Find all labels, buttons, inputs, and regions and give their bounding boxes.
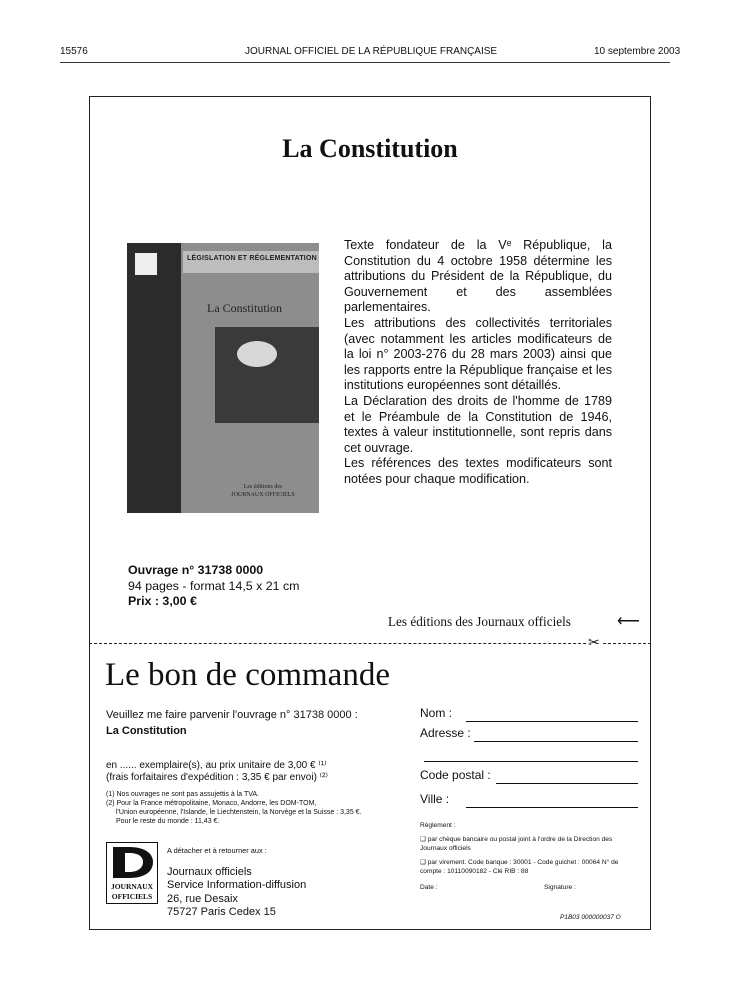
description-paragraph: Les références des textes modificateurs sont notées pour chaque modification. [344, 456, 612, 486]
book-reference [128, 563, 300, 610]
code-postal-label: Code postal : [420, 768, 491, 782]
cover-banner-text: LÉGISLATION ET RÉGLEMENTATION [187, 255, 317, 262]
payment-cheque-option[interactable]: ❑ par chèque bancaire ou postal joint à l'ordre de la Direction des Journaux officiels [420, 836, 613, 852]
logo-mark-icon [107, 843, 157, 881]
description-paragraph: La Déclaration des droits de l'homme de 1789 et le Préambule de la Constitution de 1946, textes à valeur institutionnelle, sont repris dans cet ouvrage. [344, 393, 612, 455]
return-address [167, 844, 306, 920]
footnote: l'Union européenne, l'Islande, le Liechtenstein, la Norvège et la Suisse : 3,35 €. [116, 809, 362, 816]
address-line: 26, rue Desaix [167, 892, 238, 905]
issue-date: 10 septembre 2003 [594, 46, 681, 57]
shipping-line: (frais forfaitaires d'expédition : 3,35 € par envoi) ⁽²⁾ [106, 772, 328, 783]
scissors-icon: ✂ [588, 634, 600, 650]
order-form-title: Le bon de commande [105, 657, 390, 693]
quantity-line: en ...... exemplaire(s), au prix unitaire de 3,00 € ⁽¹⁾ [106, 760, 327, 771]
cover-title: La Constitution [207, 301, 282, 315]
address-line: Service Information-diffusion [167, 879, 307, 891]
date-label: Date : [420, 884, 438, 892]
ouvrage-number: Ouvrage n° 31738 0000 [128, 563, 264, 577]
code-postal-field[interactable] [420, 768, 640, 788]
nom-field[interactable] [420, 706, 640, 726]
nom-label: Nom : [420, 706, 453, 720]
ville-label: Ville : [420, 792, 450, 806]
cover-publisher-line2: JOURNAUX OFFICIELS [231, 492, 295, 498]
adresse-field[interactable] [420, 726, 640, 746]
description-paragraph: Texte fondateur de la Vᵉ République, la Constitution du 4 octobre 1958 détermine les attributions du Président de la République, du Gouvernement et des assemblées parlementaires. [344, 238, 612, 315]
book-format: 94 pages - format 14,5 x 21 cm [128, 578, 300, 593]
book-price: Prix : 3,00 € [128, 594, 197, 608]
reglement-label: Règlement : [420, 822, 456, 829]
footnote: (2) Pour la France métropolitaine, Monaco, Andorre, les DOM-TOM, [106, 800, 317, 807]
footnote: Pour le reste du monde : 11,43 €. [116, 818, 220, 825]
ville-field[interactable] [420, 792, 640, 812]
order-request: Veuillez me faire parvenir l'ouvrage n° 31738 0000 : [106, 709, 358, 721]
publisher-signature: Les éditions des Journaux officiels [388, 614, 571, 629]
form-code: P1B03 000000037 O [560, 914, 621, 921]
book-description [344, 238, 612, 488]
signature-label: Signature : [544, 884, 576, 892]
logo-text: JOURNAUX [110, 882, 154, 891]
customer-fields [420, 706, 640, 894]
ad-title: La Constitution [282, 134, 458, 163]
adresse-line-2[interactable] [420, 746, 640, 766]
cut-line [89, 643, 651, 644]
order-book-title: La Constitution [106, 725, 187, 737]
logo-text: OFFICIELS [111, 892, 153, 901]
payment-virement-option[interactable]: ❑ par virement. Code banque : 30001 - Code guichet : 00064 N° de compte : 10110090182 - Clé RIB : 88 [420, 859, 619, 875]
address-line: Journaux officiels [167, 865, 252, 878]
cover-publisher-line1: Les éditions des [243, 484, 283, 490]
order-details [106, 708, 406, 826]
detach-note: A détacher et à retourner aux : [167, 846, 267, 855]
address-line: 75727 Paris Cedex 15 [167, 906, 276, 918]
header-rule [60, 62, 670, 63]
description-paragraph: Les attributions des collectivités territoriales (avec notamment les articles modificateurs de la loi n° 2003-276 du 28 mars 2003) ainsi que les rapports entre la République française et les institutions européennes sont détaillés. [344, 315, 612, 393]
footnote: (1) Nos ouvrages ne sont pas assujettis à la TVA. [106, 791, 260, 798]
page-number: 15576 [60, 46, 88, 57]
journaux-officiels-logo [106, 842, 158, 904]
journal-title: JOURNAL OFFICIEL DE LA RÉPUBLIQUE FRANÇAISE [245, 46, 498, 57]
book-cover-image [127, 243, 319, 513]
adresse-label: Adresse : [420, 726, 471, 740]
left-arrow-icon: ⟵ [617, 613, 640, 630]
